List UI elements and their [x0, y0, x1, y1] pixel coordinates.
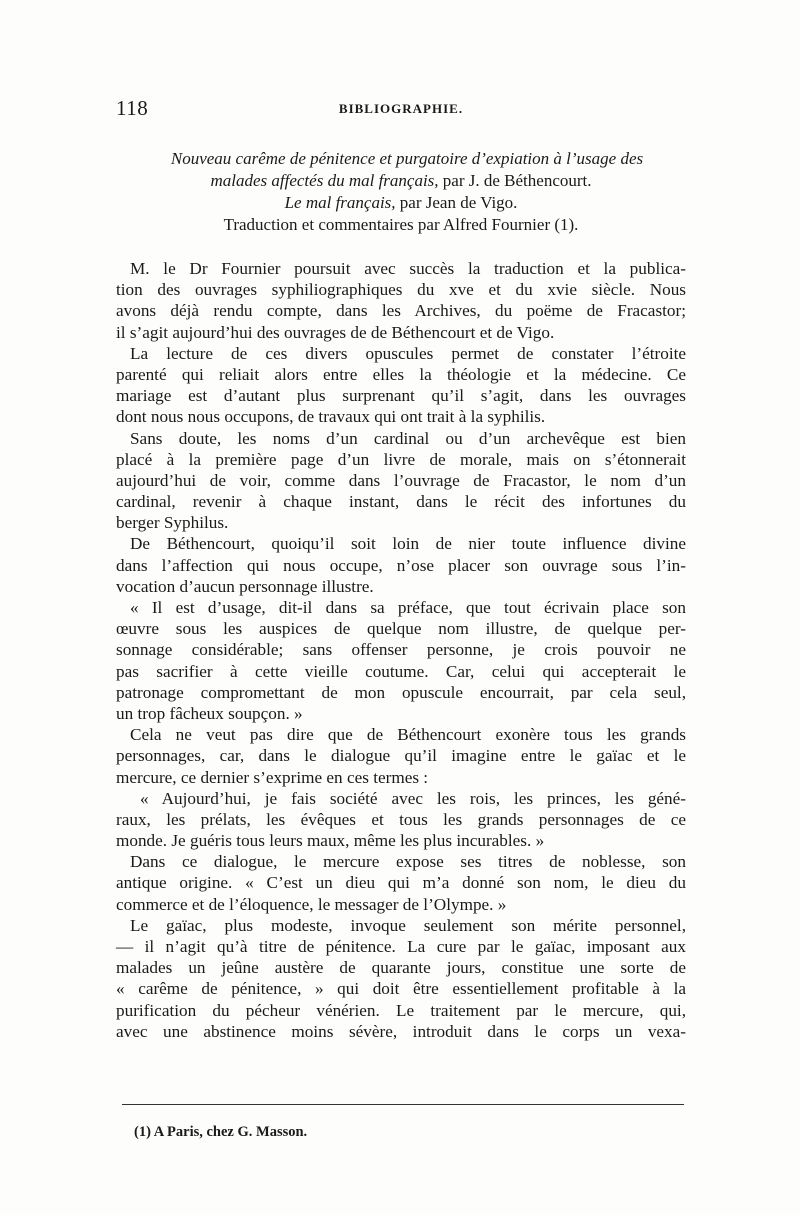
footnote: (1) A Paris, chez G. Masson. [134, 1124, 308, 1140]
text-line: vocation d’aucun personnage illustre. [116, 576, 374, 596]
title-author-2: par Jean de Vigo. [395, 193, 518, 212]
text-line: « Aujourd’hui, je fais société avec les rois, les princes, les géné- [140, 788, 686, 808]
text-line: malades un jeûne austère de quarante jours, constitue une sorte de [116, 958, 686, 978]
text-line: La lecture de ces divers opuscules permet de constater l’étroite [130, 343, 686, 363]
text-line: sonnage considérable; sans offenser personne, je crois pouvoir ne [116, 640, 686, 660]
text-line: monde. Je guéris tous leurs maux, même les plus incurables. » [116, 831, 545, 851]
text-line: M. le Dr Fournier poursuit avec succès la traduction et la publica- [130, 259, 686, 278]
text-line: patronage compromettant de mon opuscule encourrait, par cela seul, [116, 682, 686, 702]
text-line: — il n’agit qu’à titre de pénitence. La cure par le gaïac, imposant aux [116, 937, 686, 956]
text-line: dans l’affection qui nous occupe, n’ose placer son ouvrage sous l’in- [116, 555, 686, 575]
text-line: placé à la première page d’un livre de morale, mais on s’étonnerait [116, 449, 686, 469]
text-line: « Il est d’usage, dit-il dans sa préface, que tout écrivain place son [130, 598, 686, 617]
page-header [116, 96, 686, 122]
title-italic-3: Le mal français, [284, 193, 396, 212]
text-line: avons déjà rendu compte, dans les Archives, du poëme de Fracastor; [116, 301, 686, 321]
title-line-2 [116, 170, 686, 192]
title-line-3 [116, 192, 686, 214]
page-number: 118 [116, 96, 149, 120]
title-line-1 [116, 148, 686, 170]
text-line: tion des ouvrages syphiliographiques du xve et du xvie siècle. Nous [116, 280, 686, 300]
title-italic-1: Nouveau carême de pénitence et purgatoire d’expiation à l’usage des [170, 149, 644, 168]
text-line: pas sacrifier à cette vieille coutume. Car, celui qui accepterait le [116, 661, 686, 681]
text-line: parenté qui reliait alors entre elles la théologie et la médecine. Ce [116, 364, 686, 384]
text-line: Cela ne veut pas dire que de Béthencourt exonère tous les grands [130, 725, 686, 745]
text-line: dont nous nous occupons, de travaux qui ont trait à la syphilis. [116, 407, 546, 427]
text-line: mercure, ce dernier s’exprime en ces termes : [116, 767, 429, 787]
text-line: antique origine. « C’est un dieu qui m’a donné son nom, le dieu du [116, 873, 686, 893]
running-head: BIBLIOGRAPHIE. [338, 101, 464, 116]
text-line: personnages, car, dans le dialogue qu’il imagine entre le gaïac et le [116, 746, 686, 766]
text-line: il s’agit aujourd’hui des ouvrages de de Béthencourt et de Vigo. [116, 322, 555, 342]
text-line: commerce et de l’éloquence, le messager de l’Olympe. » [116, 894, 507, 914]
text-line: De Béthencourt, quoiqu’il soit loin de nier toute influence divine [130, 534, 686, 554]
text-line: un trop fâcheux soupçon. » [116, 703, 303, 723]
text-line: purification du pécheur vénérien. Le traitement par le mercure, qui, [116, 1000, 686, 1020]
review-title-block [116, 148, 686, 236]
title-line-4: Traduction et commentaires par Alfred Fournier (1). [223, 215, 579, 234]
title-italic-2: malades affectés du mal français, [210, 171, 439, 190]
text-line: aujourd’hui de voir, comme dans l’ouvrage de Fracastor, le nom d’un [116, 470, 686, 490]
text-line: Le gaïac, plus modeste, invoque seulement son mérite personnel, [130, 915, 686, 935]
text-line: raux, les prélats, les évêques et tous les grands personnages de ce [116, 809, 686, 829]
text-line: berger Syphilus. [116, 513, 229, 533]
text-line: cardinal, revenir à chaque instant, dans le récit des infortunes du [116, 492, 686, 512]
text-line: avec une abstinence moins sévère, introduit dans le corps un vexa- [116, 1021, 686, 1041]
text-line: œuvre sous les auspices de quelque nom illustre, de quelque per- [116, 619, 686, 639]
text-line: Sans doute, les noms d’un cardinal ou d’un archevêque est bien [130, 428, 686, 448]
text-line: « carême de pénitence, » qui doit être essentiellement profitable à la [116, 979, 686, 999]
text-line: mariage est d’autant plus surprenant qu’il s’agit, dans les ouvrages [116, 386, 686, 406]
footnote-rule [122, 1104, 684, 1105]
body-text [116, 258, 686, 1042]
text-line: Dans ce dialogue, le mercure expose ses titres de noblesse, son [130, 852, 686, 872]
title-author-1: par J. de Béthencourt. [438, 171, 592, 190]
